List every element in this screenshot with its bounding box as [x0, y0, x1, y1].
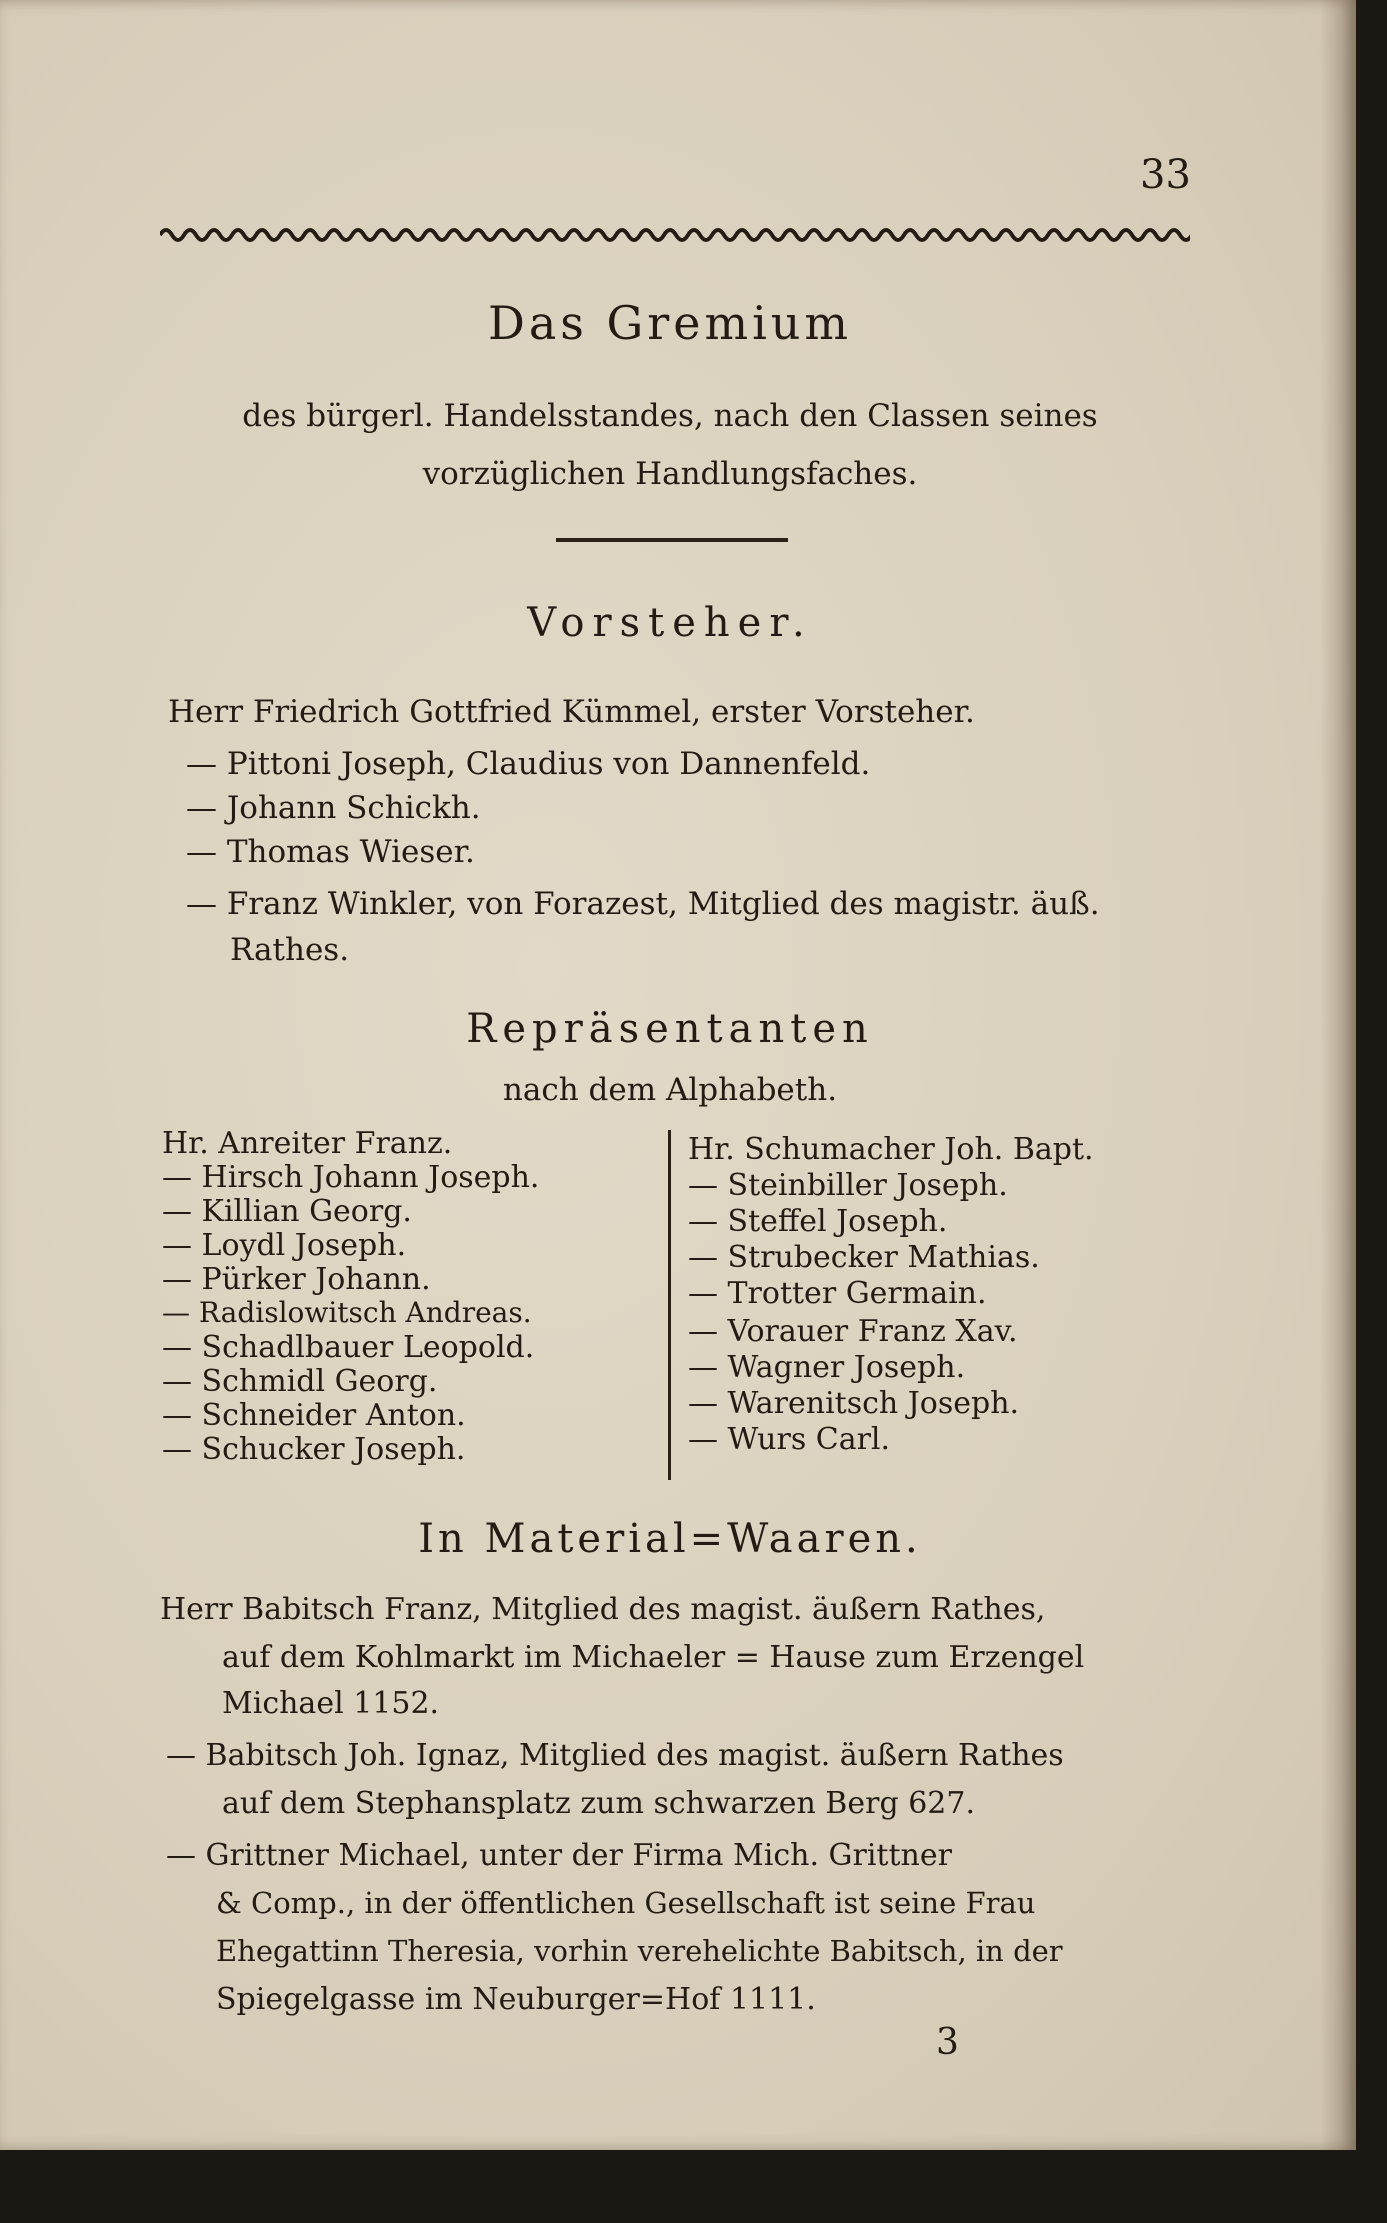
vorsteher-line: — Pittoni Joseph, Claudius von Dannenfeld.: [186, 746, 871, 782]
short-horizontal-rule: [556, 538, 788, 542]
right-column-entry: Hr. Schumacher Joh. Bapt.: [688, 1132, 1094, 1167]
material-entry-line: Ehegattinn Theresia, vorhin verehelichte Babitsch, in der: [216, 1934, 1063, 1968]
right-column-entry: — Vorauer Franz Xav.: [688, 1314, 1018, 1349]
left-column-entry: — Radislowitsch Andreas.: [162, 1296, 532, 1329]
right-column-entry: — Steffel Joseph.: [688, 1204, 948, 1239]
material-entry-line: Spiegelgasse im Neuburger=Hof 1111.: [216, 1982, 816, 2017]
decorative-wavy-rule: [160, 222, 1190, 248]
repraesentanten-subheading: nach dem Alphabeth.: [502, 1072, 838, 1108]
left-column-entry: — Pürker Johann.: [162, 1262, 431, 1297]
vorsteher-line: — Johann Schickh.: [186, 790, 481, 826]
vorsteher-line: — Franz Winkler, von Forazest, Mitglied des magistr. äuß.: [186, 886, 1100, 922]
material-waaren-heading: In Material=Waaren.: [418, 1516, 922, 1562]
subtitle-line-1: des bürgerl. Handelsstandes, nach den Classen seines: [242, 398, 1098, 434]
right-column-entry: — Trotter Germain.: [688, 1276, 987, 1311]
material-entry-line: auf dem Stephansplatz zum schwarzen Berg 627.: [222, 1786, 975, 1821]
right-column-entry: — Warenitsch Joseph.: [688, 1386, 1020, 1421]
page-number: 33: [1140, 152, 1191, 198]
section-title: Das Gremium: [487, 296, 853, 350]
right-column-entry: — Wagner Joseph.: [688, 1350, 966, 1385]
left-column-entry: Hr. Anreiter Franz.: [162, 1126, 453, 1161]
material-entry-line: — Babitsch Joh. Ignaz, Mitglied des magist. äußern Rathes: [166, 1738, 1064, 1773]
left-column-entry: — Killian Georg.: [162, 1194, 412, 1229]
column-divider: [668, 1130, 671, 1480]
vorsteher-line: Rathes.: [230, 932, 350, 968]
left-column-entry: — Loydl Joseph.: [162, 1228, 407, 1263]
material-entry-line: — Grittner Michael, unter der Firma Mich. Grittner: [166, 1838, 952, 1873]
left-column-entry: — Schneider Anton.: [162, 1398, 466, 1433]
vorsteher-heading: Vorsteher.: [527, 600, 813, 646]
vorsteher-line: Herr Friedrich Gottfried Kümmel, erster Vorsteher.: [168, 694, 975, 730]
left-column-entry: — Hirsch Johann Joseph.: [162, 1160, 540, 1195]
signature-mark: 3: [936, 2022, 959, 2063]
left-column-entry: — Schadlbauer Leopold.: [162, 1330, 535, 1365]
material-entry-line: & Comp., in der öffentlichen Gesellschaft ist seine Frau: [216, 1886, 1036, 1920]
material-entry-line: Michael 1152.: [222, 1686, 440, 1721]
material-entry-line: Herr Babitsch Franz, Mitglied des magist. äußern Rathes,: [160, 1592, 1046, 1627]
left-column-entry: — Schucker Joseph.: [162, 1432, 466, 1467]
right-column-entry: — Strubecker Mathias.: [688, 1240, 1040, 1275]
repraesentanten-heading: Repräsentanten: [466, 1006, 874, 1052]
subtitle-line-2: vorzüglichen Handlungsfaches.: [422, 456, 918, 492]
right-column-entry: — Steinbiller Joseph.: [688, 1168, 1008, 1203]
vorsteher-line: — Thomas Wieser.: [186, 834, 475, 870]
left-column-entry: — Schmidl Georg.: [162, 1364, 438, 1399]
material-entry-line: auf dem Kohlmarkt im Michaeler = Hause zum Erzengel: [222, 1640, 1085, 1675]
right-column-entry: — Wurs Carl.: [688, 1422, 891, 1457]
